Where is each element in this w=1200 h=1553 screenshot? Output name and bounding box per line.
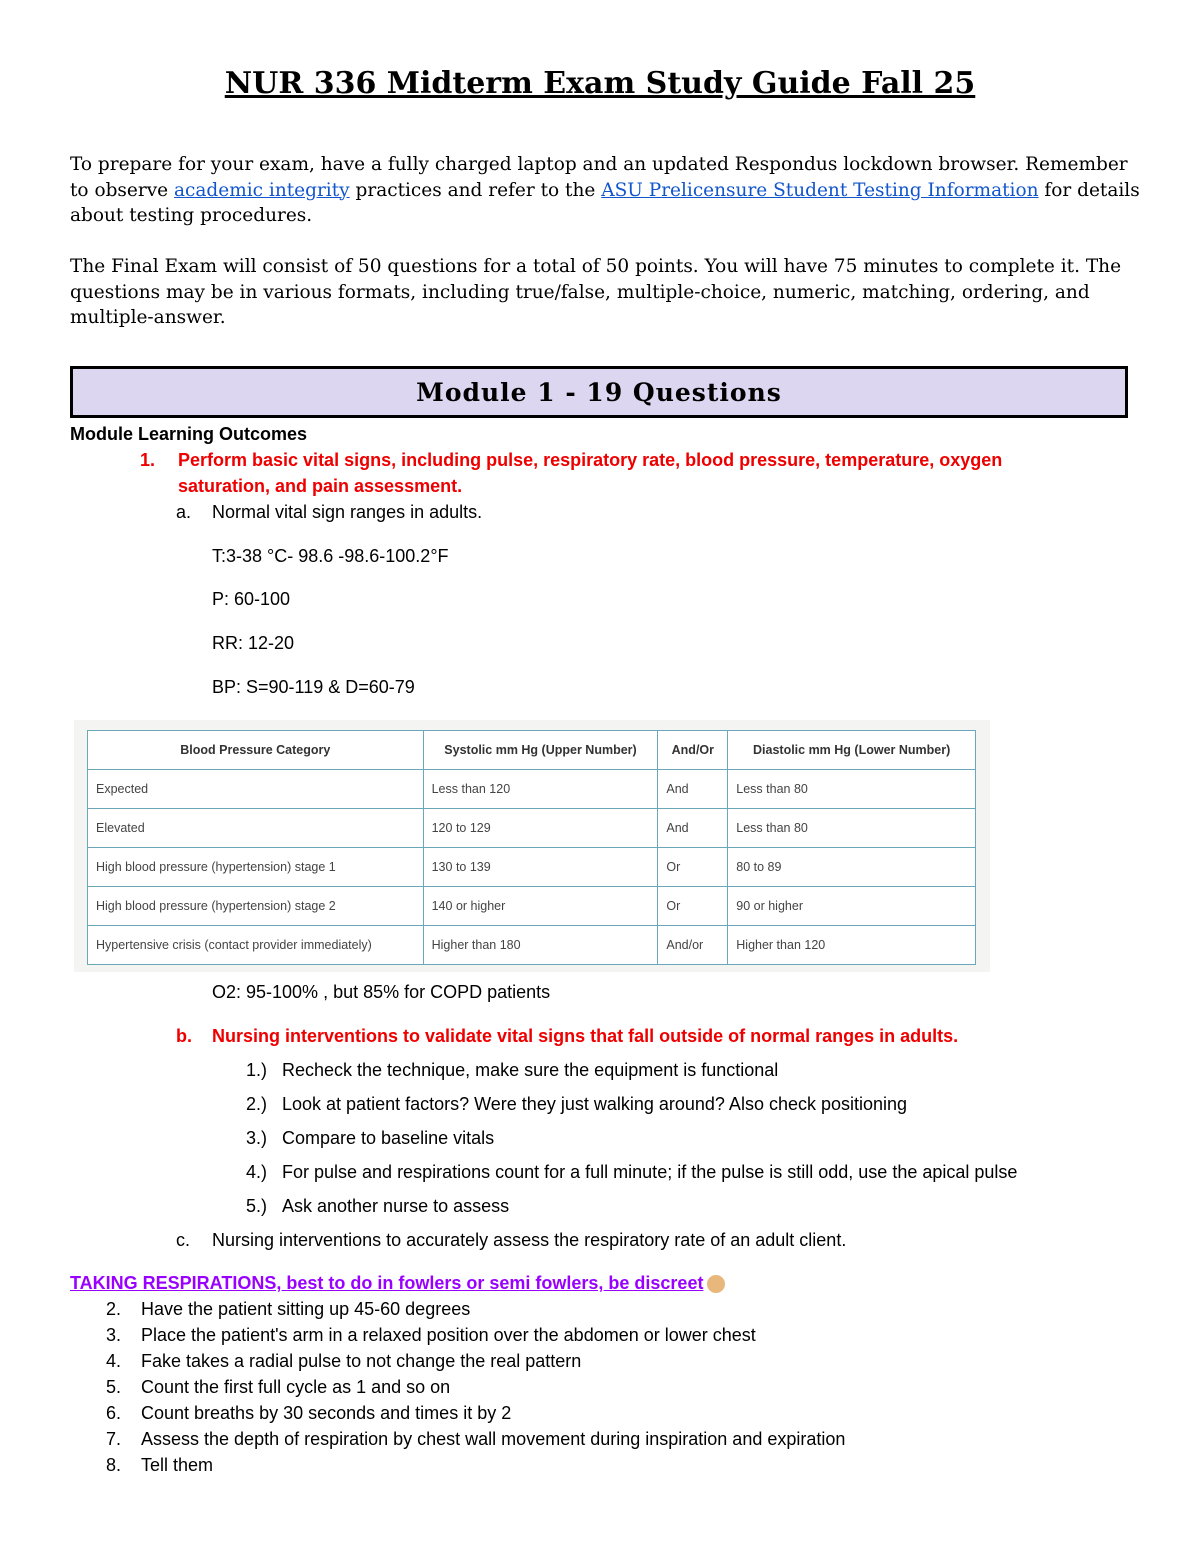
column-header: Diastolic mm Hg (Lower Number)	[728, 731, 976, 770]
list-item: Have the patient sitting up 45-60 degrees	[141, 1299, 471, 1319]
list-item: For pulse and respirations count for a full minute; if the pulse is still odd, use the apical pulse	[282, 1162, 1018, 1182]
respirations-heading-text: TAKING RESPIRATIONS, best to do in fowlers or semi fowlers, be discreet	[70, 1273, 704, 1293]
intro-text: To prepare for your exam, have a fully charged laptop and an updated Respondus lockdown browser. Remember to observe	[70, 154, 1128, 201]
outcomes-label: Module Learning Outcomes	[70, 424, 308, 444]
table-cell: And	[658, 770, 728, 809]
vital-oxygen: O2: 95-100% , but 85% for COPD patients	[212, 982, 551, 1002]
list-item: Count breaths by 30 seconds and times it by 2	[141, 1403, 512, 1423]
list-item-number: 1.)	[246, 1060, 268, 1080]
list-item-number: 3.)	[246, 1128, 268, 1148]
list-item: Place the patient's arm in a relaxed position over the abdomen or lower chest	[141, 1325, 756, 1345]
item-c-text: Nursing interventions to accurately assess the respiratory rate of an adult client.	[212, 1230, 847, 1250]
table-cell: Expected	[88, 770, 424, 809]
table-cell: Or	[658, 887, 728, 926]
page-title: NUR 336 Midterm Exam Study Guide Fall 25	[224, 66, 976, 101]
list-item-number: 6.	[106, 1403, 122, 1423]
respirations-heading	[70, 1271, 725, 1295]
table-row	[88, 848, 976, 887]
table-cell: Less than 120	[423, 770, 658, 809]
list-item: Tell them	[141, 1455, 214, 1475]
monkey-face-icon	[707, 1275, 725, 1293]
item-a-label: a.	[176, 502, 192, 522]
item-b-text: Nursing interventions to validate vital signs that fall outside of normal ranges in adults.	[212, 1026, 959, 1046]
table-cell: High blood pressure (hypertension) stage 1	[88, 848, 424, 887]
table-cell: 140 or higher	[423, 887, 658, 926]
bp-category-table	[87, 730, 976, 965]
table-row	[88, 887, 976, 926]
column-header: Blood Pressure Category	[88, 731, 424, 770]
list-item-number: 2.	[106, 1299, 122, 1319]
intro-text: practices and refer to the	[349, 179, 602, 201]
bp-table-image	[74, 720, 990, 972]
list-item: Assess the depth of respiration by chest wall movement during inspiration and expiration	[141, 1429, 846, 1449]
list-item: Compare to baseline vitals	[282, 1128, 495, 1148]
list-item: Look at patient factors? Were they just walking around? Also check positioning	[282, 1094, 908, 1114]
module-header	[70, 366, 1128, 418]
table-cell: And	[658, 809, 728, 848]
list-item: Recheck the technique, make sure the equipment is functional	[282, 1060, 779, 1080]
intro-text: for details about testing procedures.	[70, 179, 1140, 226]
table-cell: And/or	[658, 926, 728, 965]
academic-integrity-link[interactable]: academic integrity	[174, 179, 350, 201]
outcome-1-text: Perform basic vital signs, including pulse, respiratory rate, blood pressure, temperature, oxygen	[178, 450, 1003, 470]
intro-paragraph-1	[70, 152, 1140, 229]
table-cell: Less than 80	[728, 809, 976, 848]
item-c-label: c.	[176, 1230, 191, 1250]
outcome-1-text-cont: saturation, and pain assessment.	[178, 476, 463, 496]
table-row	[88, 926, 976, 965]
vital-temperature: T:3-38 °C- 98.6 -98.6-100.2°F	[212, 546, 449, 566]
table-cell: Less than 80	[728, 770, 976, 809]
vital-respiratory-rate: RR: 12-20	[212, 633, 295, 653]
table-cell: Higher than 120	[728, 926, 976, 965]
column-header: Systolic mm Hg (Upper Number)	[423, 731, 658, 770]
table-cell: Higher than 180	[423, 926, 658, 965]
table-header-row	[88, 731, 976, 770]
table-row	[88, 770, 976, 809]
table-cell: 80 to 89	[728, 848, 976, 887]
item-a-text: Normal vital sign ranges in adults.	[212, 502, 483, 522]
module-title: Module 1 - 19 Questions	[416, 377, 782, 407]
intro-paragraph-2: The Final Exam will consist of 50 questions for a total of 50 points. You will have 75 minutes to complete it. The questions may be in various formats, including true/false, multiple-choice, numeric, matching, ordering, and multiple-answer.	[70, 256, 1122, 328]
list-item-number: 4.)	[246, 1162, 268, 1182]
vital-pulse: P: 60-100	[212, 589, 291, 609]
list-item-number: 7.	[106, 1429, 122, 1449]
list-item-number: 2.)	[246, 1094, 268, 1114]
list-item-number: 4.	[106, 1351, 122, 1371]
outcome-1-number: 1.	[140, 450, 156, 470]
table-cell: 120 to 129	[423, 809, 658, 848]
testing-information-link[interactable]: ASU Prelicensure Student Testing Information	[601, 179, 1039, 201]
table-cell: Elevated	[88, 809, 424, 848]
list-item-number: 8.	[106, 1455, 122, 1475]
list-item-number: 5.)	[246, 1196, 268, 1216]
table-row	[88, 809, 976, 848]
table-cell: High blood pressure (hypertension) stage 2	[88, 887, 424, 926]
list-item-number: 3.	[106, 1325, 122, 1345]
column-header: And/Or	[658, 731, 728, 770]
list-item-number: 5.	[106, 1377, 122, 1397]
table-cell: Hypertensive crisis (contact provider immediately)	[88, 926, 424, 965]
vital-blood-pressure: BP: S=90-119 & D=60-79	[212, 677, 415, 697]
list-item: Count the first full cycle as 1 and so on	[141, 1377, 451, 1397]
list-item: Fake takes a radial pulse to not change the real pattern	[141, 1351, 582, 1371]
list-item: Ask another nurse to assess	[282, 1196, 510, 1216]
table-cell: Or	[658, 848, 728, 887]
table-cell: 90 or higher	[728, 887, 976, 926]
table-cell: 130 to 139	[423, 848, 658, 887]
item-b-label: b.	[176, 1026, 192, 1046]
